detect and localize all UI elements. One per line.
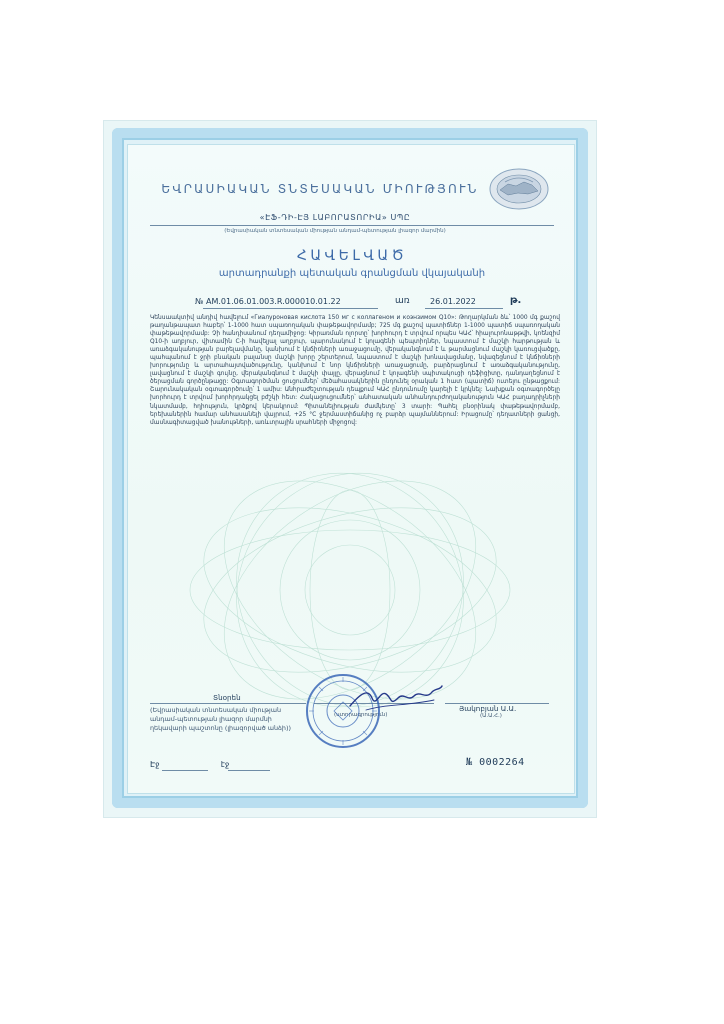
document-subtitle: արտադրանքի պետական գրանցման վկայականի <box>218 268 486 279</box>
serial-value: 0002264 <box>479 757 525 768</box>
certificate-date: 26.01.2022 <box>430 297 476 306</box>
director-underline <box>150 703 306 704</box>
number-underline <box>203 308 378 309</box>
document-title: ՀԱՎԵԼՎԱԾ <box>296 248 408 264</box>
date-underline <box>425 308 503 309</box>
signer-name: Յակոբյան Ա.Ա. <box>459 704 517 713</box>
page-blank-2 <box>228 770 270 771</box>
signature-caption: (ստորագրություն) <box>334 712 388 718</box>
union-header: ԵՎՐԱՍԻԱԿԱՆ ՏՆՏԵՍԱԿԱՆ ՄԻՈՒԹՅՈՒՆ <box>161 182 479 196</box>
certificate-number: AM.01.06.01.003.R.000010.01.22 <box>206 297 341 306</box>
handwritten-signature <box>346 680 446 716</box>
year-suffix: թ. <box>510 295 522 306</box>
number-sign: № <box>195 297 204 306</box>
page-indicator <box>150 760 229 769</box>
authority-caption: (Եվրասիական տնտեսական միության անդամ-պետության լիազոր մարմին) <box>224 228 446 234</box>
from-label: առ <box>395 296 410 306</box>
serial-sign: № <box>466 757 473 768</box>
director-caption: (Եվրասիական տնտեսական միության անդամ-պետության լիազոր մարմնի ղեկավարի պաշտոնը (լիազորված անձի)) <box>150 706 291 732</box>
serial-number <box>466 757 525 768</box>
page-prefix: Էջ <box>150 760 160 769</box>
union-emblem-icon <box>488 166 550 212</box>
director-label: Տնօրեն <box>213 693 241 702</box>
page-blank-1 <box>162 770 208 771</box>
laboratory-name: «ԷՖ-ԴԻ-ԷՅ ԼԱԲՈՐԱՏՈՐԻԱ» ՍՊԸ <box>259 213 411 222</box>
product-description: Կենսաակտիվ անդիվ հավելում «Гиалуроновая кислота 150 мг с коллагеном и коэнзимом Q10»: Թողարկման ձև՝ 1000 մգ քաշով թաղանթապատ հաբեր՝ 1-1000 հատ սպառողական փաթեթավորմամբ; 725 մգ քաշով պատիճներ 1-1000 պատիճ սպառողական փաթեթավորմամբ: Չի հանդիսանում դեղամիջոց: Կիրառման ոլորտը՝ խորհուրդ է տրվում որպես ԿԱՀ՝ հիալուրոնաթթվի, կոենզիմ Q10-ի աղբյուր, վիտամին C-ի հավելյալ աղբյուր, պարունակում է կոլագենի պեպտիդներ, նպաստում է մաշկի հարթության և առաձգականության բարելավմանը, կանխում է կնճիռների առաջացումը, վերականգնում է և թարմացնում մաշկի կառուցվածքը, պահպանում է ջրի բնական բալանսը մաշկի խորը շերտերում, նպաստում է մաշկի խոնավացմանը, նվազեցնում է կնճիռների խորությունը և արտահայտվածությունը, կանխում է նոր կնճիռների առաջացումը, բարձրացնում է առաձգականությունը, լավացնում է մաշկի գույնը, վերականգնում է մաշկի փայլը, վերացնում է կոլագենի սպիտակուցի դեֆիցիտը, դանդաղեցնում է ծերացման գործընթացը: Օգտագործման ցուցումներ՝ մեծահասակներին ընդունել օրական 1 հատ (պատիճ) ուտելու ընթացքում: Շարունակական օգտագործումը՝ 1 ամիս: Անհրաժեշտության դեպքում ԿԱՀ ընդունումը կարելի է կրկնել: Նախքան օգտագործելը խորհուրդ է տրվում խորհրդակցել բժշկի հետ: Հակացուցումներ՝ անհատական անհանդուրժողականություն ԿԱՀ բաղադրիչների նկատմամբ, հղիություն, կրծքով կերակրում: Պիտանելիության ժամկետը՝ 3 տարի: Պահել բնօրինակ փաթեթավորմամբ, երեխաներին համար անհասանելի վայրում, +25 °C ջերմաստիճանից ոչ բարձր պայմաններում: Իրացումը՝ դեղատների ցանցի, մասնագիտացված խանութների, առևտրային սրահների միջոցով: <box>150 315 560 426</box>
lab-underline <box>150 225 554 226</box>
signer-initials-caption: (Ա.Ա.Հ.) <box>480 713 502 719</box>
page-of: էջ <box>220 760 230 769</box>
